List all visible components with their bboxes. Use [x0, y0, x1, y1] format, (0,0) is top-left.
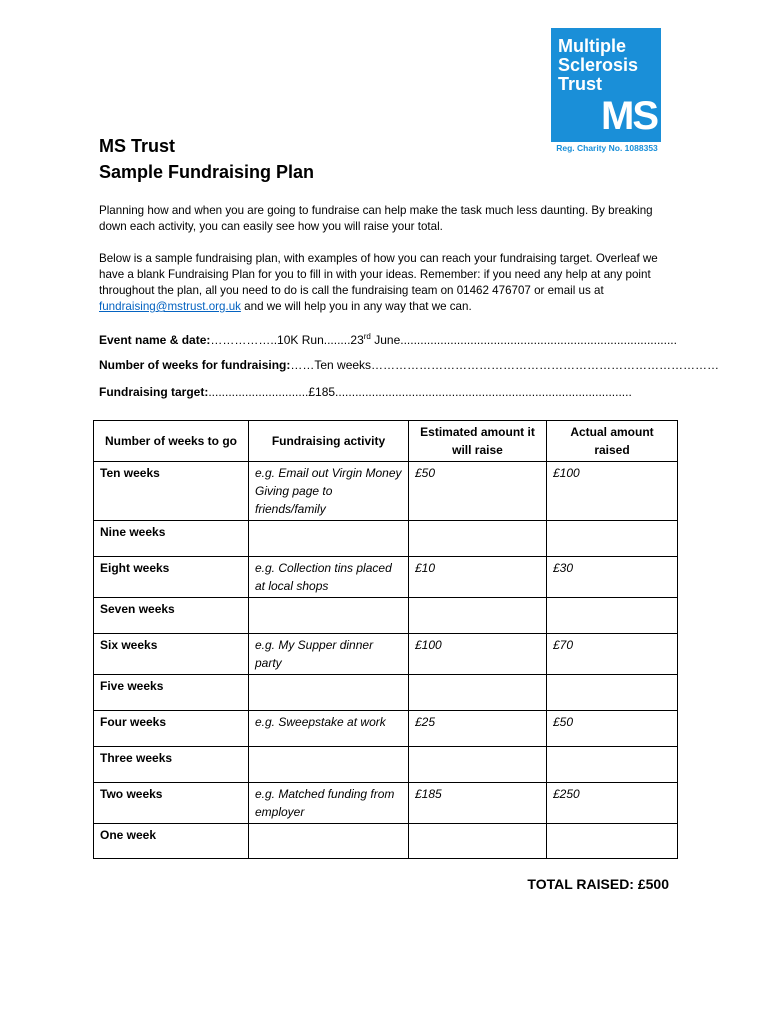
estimated-cell: £50	[409, 462, 547, 521]
intro-paragraph-1: Planning how and when you are going to fundraise can help make the task much less daunting. By breaking down each activity, you can easily see how you will raise your total.	[99, 204, 653, 233]
estimated-cell	[409, 521, 547, 557]
intro-paragraph-2	[99, 251, 679, 315]
actual-cell	[547, 521, 678, 557]
activity-cell: e.g. Email out Virgin Money Giving page to friends/family	[249, 462, 409, 521]
week-cell: Two weeks	[94, 783, 249, 824]
week-cell: Ten weeks	[94, 462, 249, 521]
event-value: ……………..10K Run........23	[210, 333, 364, 347]
week-cell: Three weeks	[94, 747, 249, 783]
activity-cell	[249, 747, 409, 783]
activity-cell	[249, 824, 409, 859]
weeks-value: ……Ten weeks……………………………………………………………………………	[290, 358, 720, 372]
table-row	[94, 598, 678, 634]
page-title	[99, 133, 314, 185]
actual-cell: £70	[547, 634, 678, 675]
ms-trust-logo	[551, 28, 661, 155]
estimated-cell	[409, 675, 547, 711]
header-actual: Actual amount raised	[547, 421, 678, 462]
header-estimated: Estimated amount it will raise	[409, 421, 547, 462]
intro-paragraph-2-text: Below is a sample fundraising plan, with examples of how you can reach your fundraising target. Overleaf we have a blank Fundraising Plan for you to fill in with your ideas. Remember: if you need any help at any point throughout the plan, all you need to do is call the fundraising team on 01462 476707 or email us at	[99, 252, 658, 297]
estimated-cell: £100	[409, 634, 547, 675]
week-cell: One week	[94, 824, 249, 859]
email-link[interactable]: fundraising@mstrust.org.uk	[99, 300, 241, 313]
target-value: ..............................£185.........................................................................................	[208, 385, 632, 399]
fundraising-plan-table	[93, 420, 678, 859]
week-cell: Eight weeks	[94, 557, 249, 598]
table-row	[94, 675, 678, 711]
title-line-2: Sample Fundraising Plan	[99, 162, 315, 182]
estimated-cell: £25	[409, 711, 547, 747]
table-header-row	[94, 421, 678, 462]
actual-cell	[547, 824, 678, 859]
estimated-cell	[409, 598, 547, 634]
intro-paragraph-2-end: and we will help you in any way that we can.	[244, 300, 472, 313]
target-field	[99, 384, 632, 400]
logo-box	[551, 28, 661, 142]
title-line-1: MS Trust	[99, 136, 176, 156]
header-weeks: Number of weeks to go	[94, 421, 249, 462]
estimated-cell: £185	[409, 783, 547, 824]
week-cell: Six weeks	[94, 634, 249, 675]
activity-cell	[249, 598, 409, 634]
week-cell: Nine weeks	[94, 521, 249, 557]
activity-cell	[249, 675, 409, 711]
activity-cell: e.g. Matched funding from employer	[249, 783, 409, 824]
weeks-label: Number of weeks for fundraising:	[99, 358, 291, 372]
table-row	[94, 711, 678, 747]
activity-cell	[249, 521, 409, 557]
event-label: Event name & date:	[99, 333, 211, 347]
table-row	[94, 747, 678, 783]
header-activity: Fundraising activity	[249, 421, 409, 462]
actual-cell	[547, 747, 678, 783]
event-sup: rd	[363, 332, 371, 341]
estimated-cell	[409, 747, 547, 783]
actual-cell	[547, 598, 678, 634]
actual-cell: £250	[547, 783, 678, 824]
table-row	[94, 783, 678, 824]
logo-line-3: Trust	[558, 74, 603, 94]
charity-number: Reg. Charity No. 1088353	[556, 143, 658, 153]
total-raised: TOTAL RAISED: £500	[527, 876, 669, 892]
activity-cell: e.g. Collection tins placed at local shops	[249, 557, 409, 598]
logo-line-2: Sclerosis	[558, 55, 639, 75]
weeks-field	[99, 357, 719, 373]
actual-cell: £100	[547, 462, 678, 521]
logo-ms-mark: MS	[601, 94, 657, 138]
actual-cell	[547, 675, 678, 711]
target-label: Fundraising target:	[99, 385, 209, 399]
table-row	[94, 521, 678, 557]
table-row	[94, 557, 678, 598]
activity-cell: e.g. Sweepstake at work	[249, 711, 409, 747]
table-row	[94, 634, 678, 675]
week-cell: Seven weeks	[94, 598, 249, 634]
actual-cell: £50	[547, 711, 678, 747]
event-field	[99, 329, 677, 348]
estimated-cell: £10	[409, 557, 547, 598]
table-row	[94, 824, 678, 859]
activity-cell: e.g. My Supper dinner party	[249, 634, 409, 675]
logo-line-1: Multiple	[558, 36, 626, 56]
week-cell: Four weeks	[94, 711, 249, 747]
estimated-cell	[409, 824, 547, 859]
event-value-end: June...................................................................................	[370, 333, 677, 347]
table-row	[94, 462, 678, 521]
week-cell: Five weeks	[94, 675, 249, 711]
actual-cell: £30	[547, 557, 678, 598]
